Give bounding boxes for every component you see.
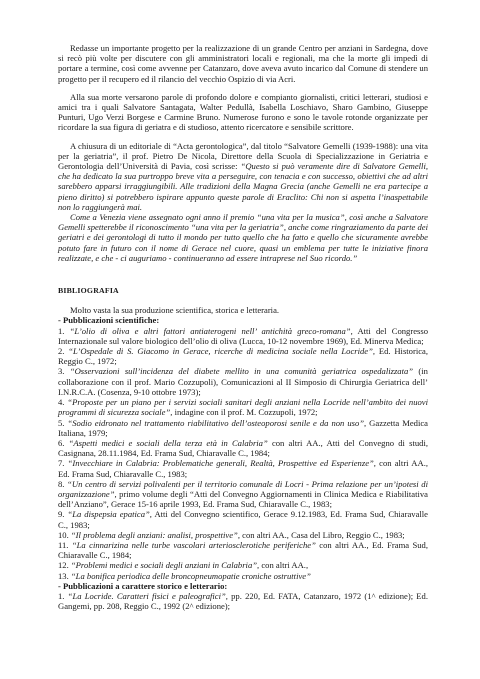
- item-number: 1.: [58, 590, 65, 601]
- bibliography-item: [58, 346, 428, 366]
- bibliography-intro: Molto vasta la sua produzione scientifica, storica e letteraria.: [70, 305, 280, 316]
- item-title: “Un centro di servizi polivalenti per il territorio comunale di Locri - Prima relazione per un’ipotesi di organizzazione”: [58, 478, 428, 499]
- item-details: (in collaborazione con il prof. Mario Cozzupoli), Comunicazioni al II Simposio di Chirurgia Geriatrica dell’ I.N.R.C.A. (Cosenza, 9-10 ottobre 1973);: [58, 366, 428, 397]
- bibliography-heading: BIBLIOGRAFIA: [58, 286, 119, 296]
- item-number: 8.: [58, 478, 65, 489]
- item-details: , Atti del Congresso Internazionale sul valore biologico dell’olio di oliva (Lucca, 10-12 novembre 1969), Ed. Minerva Medica;: [58, 325, 428, 346]
- item-details: , con altri AA., Ed. Frama Sud, Chiaravalle C., 1983;: [58, 458, 428, 479]
- item-number: 9.: [58, 509, 65, 520]
- bibliography-item: [58, 560, 428, 570]
- bibliography-item: [58, 530, 428, 540]
- item-title: “Aspetti medici e sociali della terza età in Calabria”: [68, 437, 268, 448]
- quote-paragraph-2: [58, 212, 428, 263]
- item-number: 6.: [58, 437, 65, 448]
- quote-text: “Questo si può veramente dire di Salvatore Gemelli, che ha dedicato la sua purtroppo breve vita a perseguire, con tenacia e con successo, obiettivi che ad altri sarebbero apparsi irraggiungibili. Alle tradizioni della Magna Grecia (anche Gemelli ne era partecipe a pieno diritto) si potrebbero ispirare appunto queste parole di Eraclito: Chi non si aspetta l’inaspettabile non lo raggiungerà mai.: [58, 161, 428, 212]
- item-number: 1.: [58, 325, 65, 336]
- item-title: “Il problema degli anziani: analisi, prospettive”: [70, 529, 238, 540]
- item-title: “La Locride. Caratteri fisici e paleografici”: [67, 590, 226, 601]
- item-details: , indagine con il prof. M. Cozzupoli, 1972;: [170, 407, 318, 418]
- item-number: 10.: [58, 529, 69, 540]
- item-number: 12.: [58, 560, 69, 571]
- item-title: “Osservazioni sull’incidenza del diabete mellito in una comunità geriatrica ospedalizzata”: [69, 366, 414, 377]
- body-paragraph-2: Alla sua morte versarono parole di profondo dolore e compianto giornalisti, critici letterari, studiosi e amici tra i quali Salvatore Santagata, Walter Pedullà, Isabella Loschiavo, Sharo Gambino, Giuseppe Punturi, Ugo Verzi Borgese e Carmine Bruno. Numerose furono e sono le tavole rotonde organizzate per ricordare la sua figura di geriatra e di studioso, attento ricercatore e sensibile scrittore.: [58, 91, 428, 133]
- scientific-publications-label: - Pubblicazioni scientifiche:: [58, 315, 160, 326]
- item-number: 4.: [58, 397, 65, 408]
- item-details: , primo volume degli “Atti del Convegno Aggiornamenti in Clinica Medica e Riabilitativa dell’Anziano”, Gerace 15-16 aprile 1993, Ed. Frama Sud, Chiaravalle C., 1983;: [58, 488, 428, 510]
- bibliography-item: [58, 571, 428, 581]
- item-title: “Invecchiare in Calabria: Problematiche generali, Realtà, Prospettive ed Esperienze”: [67, 458, 374, 469]
- item-details: , pp. 220, Ed. FATA, Catanzaro, 1972 (1^ edizione); Ed. Gangemi, pp. 208, Reggio C., 1992 (2^ edizione);: [58, 590, 428, 612]
- item-number: 2.: [58, 346, 65, 357]
- item-details: con altri AA., Ed. Frama Sud, Chiaravalle C., 1984;: [58, 539, 428, 561]
- item-number: 3.: [58, 366, 65, 377]
- item-title: “La bonifica periodica delle broncopneumopatie croniche ostruttive”: [70, 570, 311, 581]
- bibliography-item: [58, 326, 428, 346]
- item-number: 13.: [58, 570, 69, 581]
- item-title: “Proposte per un piano per i servizi sociali sanitari degli anziani nella Locride nell’ambito dei nuovi programmi di sicurezza sociale”: [58, 397, 428, 418]
- scientific-publications-list: [58, 326, 428, 581]
- bibliography-item: [58, 509, 428, 529]
- item-number: 7.: [58, 458, 65, 469]
- bibliography-item: [58, 458, 428, 478]
- item-title: “La cinnarizina nelle turbe vascolari arteriosclerotiche periferiche”: [71, 539, 316, 550]
- bibliography-item: [58, 540, 428, 560]
- bibliography-item: [58, 438, 428, 458]
- bibliography-item: [58, 479, 428, 510]
- bibliography-item: [58, 418, 428, 438]
- item-title: “La dispepsia epatica”: [67, 509, 150, 520]
- item-title: “L’olio di oliva e altri fattori antiaterogeni nell’ antichità greco-romana”: [69, 325, 351, 336]
- item-details: , con altri AA., Casa del Libro, Reggio C., 1983;: [237, 529, 405, 540]
- item-details: , Ed. Historica, Reggio C., 1972;: [58, 346, 428, 367]
- quote-text-2: Come a Venezia viene assegnato ogni anno il premio “una vita per la musica”, così anche a Salvatore Gemelli spetterebbe il riconoscimento “una vita per la geriatria”, anche come ringraziamento da parte dei geriatri e dei gerontologi di tutto il mondo per tutto quello che ha fatto e quello che sicuramente avrebbe potuto fare in futuro con il nome di Gerace nel cuore, quasi un emblema per tutte le iniziative finora realizzate, e che - ci auguriamo - continueranno ad essere intraprese nel Suo ricordo.”: [58, 212, 428, 263]
- bibliography-item: [58, 397, 428, 417]
- bibliography-item: [58, 591, 428, 611]
- item-details: , Gazzetta Medica Italiana, 1979;: [58, 417, 428, 438]
- bibliography-item: [58, 366, 428, 397]
- literary-publications-list: [58, 591, 428, 611]
- item-details: con altri AA., Atti del Convegno di studi, Casignana, 28.11.1984, Ed. Frama Sud, Chiaravalle C., 1984;: [58, 437, 428, 459]
- literary-publications-label: - Pubblicazioni a carattere storico e letterario:: [58, 580, 228, 591]
- item-title: “Problemi medici e sociali degli anziani in Calabria”: [70, 560, 258, 571]
- item-number: 5.: [58, 417, 65, 428]
- item-details: , Atti del Convegno scientifico, Gerace 9.12.1983, Ed. Frama Sud, Chiaravalle C., 1983;: [58, 509, 428, 530]
- quote-paragraph: [58, 141, 428, 212]
- quote-intro: A chiusura di un editoriale di “Acta gerontologica”, dal titolo “Salvatore Gemelli (1939-1988): una vita per la geriatria”, il prof. Pietro De Nicola, Direttore della Scuola di Specializzazione in Geriatria e Gerontologia dell’Università di Pavia, così scrisse:: [58, 140, 428, 172]
- item-title: “Sodio eidronato nel trattamento riabilitativo dell’osteoporosi senile e da non uso”: [67, 417, 365, 428]
- body-paragraph-1: Redasse un importante progetto per la realizzazione di un grande Centro per anziani in Sardegna, dove si recò più volte per discutere con gli amministratori locali e regionali, ma che la morte gli impedì di portare a termine, così come avvenne per Catanzaro, dove aveva avuto incarico dal Comune di stendere un progetto per il recupero ed il rilancio del vecchio Ospizio di via Acri.: [58, 43, 428, 84]
- item-details: , con altri AA.,: [257, 560, 309, 571]
- item-title: “L’Ospedale di S. Giacomo in Gerace, ricerche di medicina sociale nella Locride”: [68, 346, 373, 357]
- item-number: 11.: [58, 539, 69, 550]
